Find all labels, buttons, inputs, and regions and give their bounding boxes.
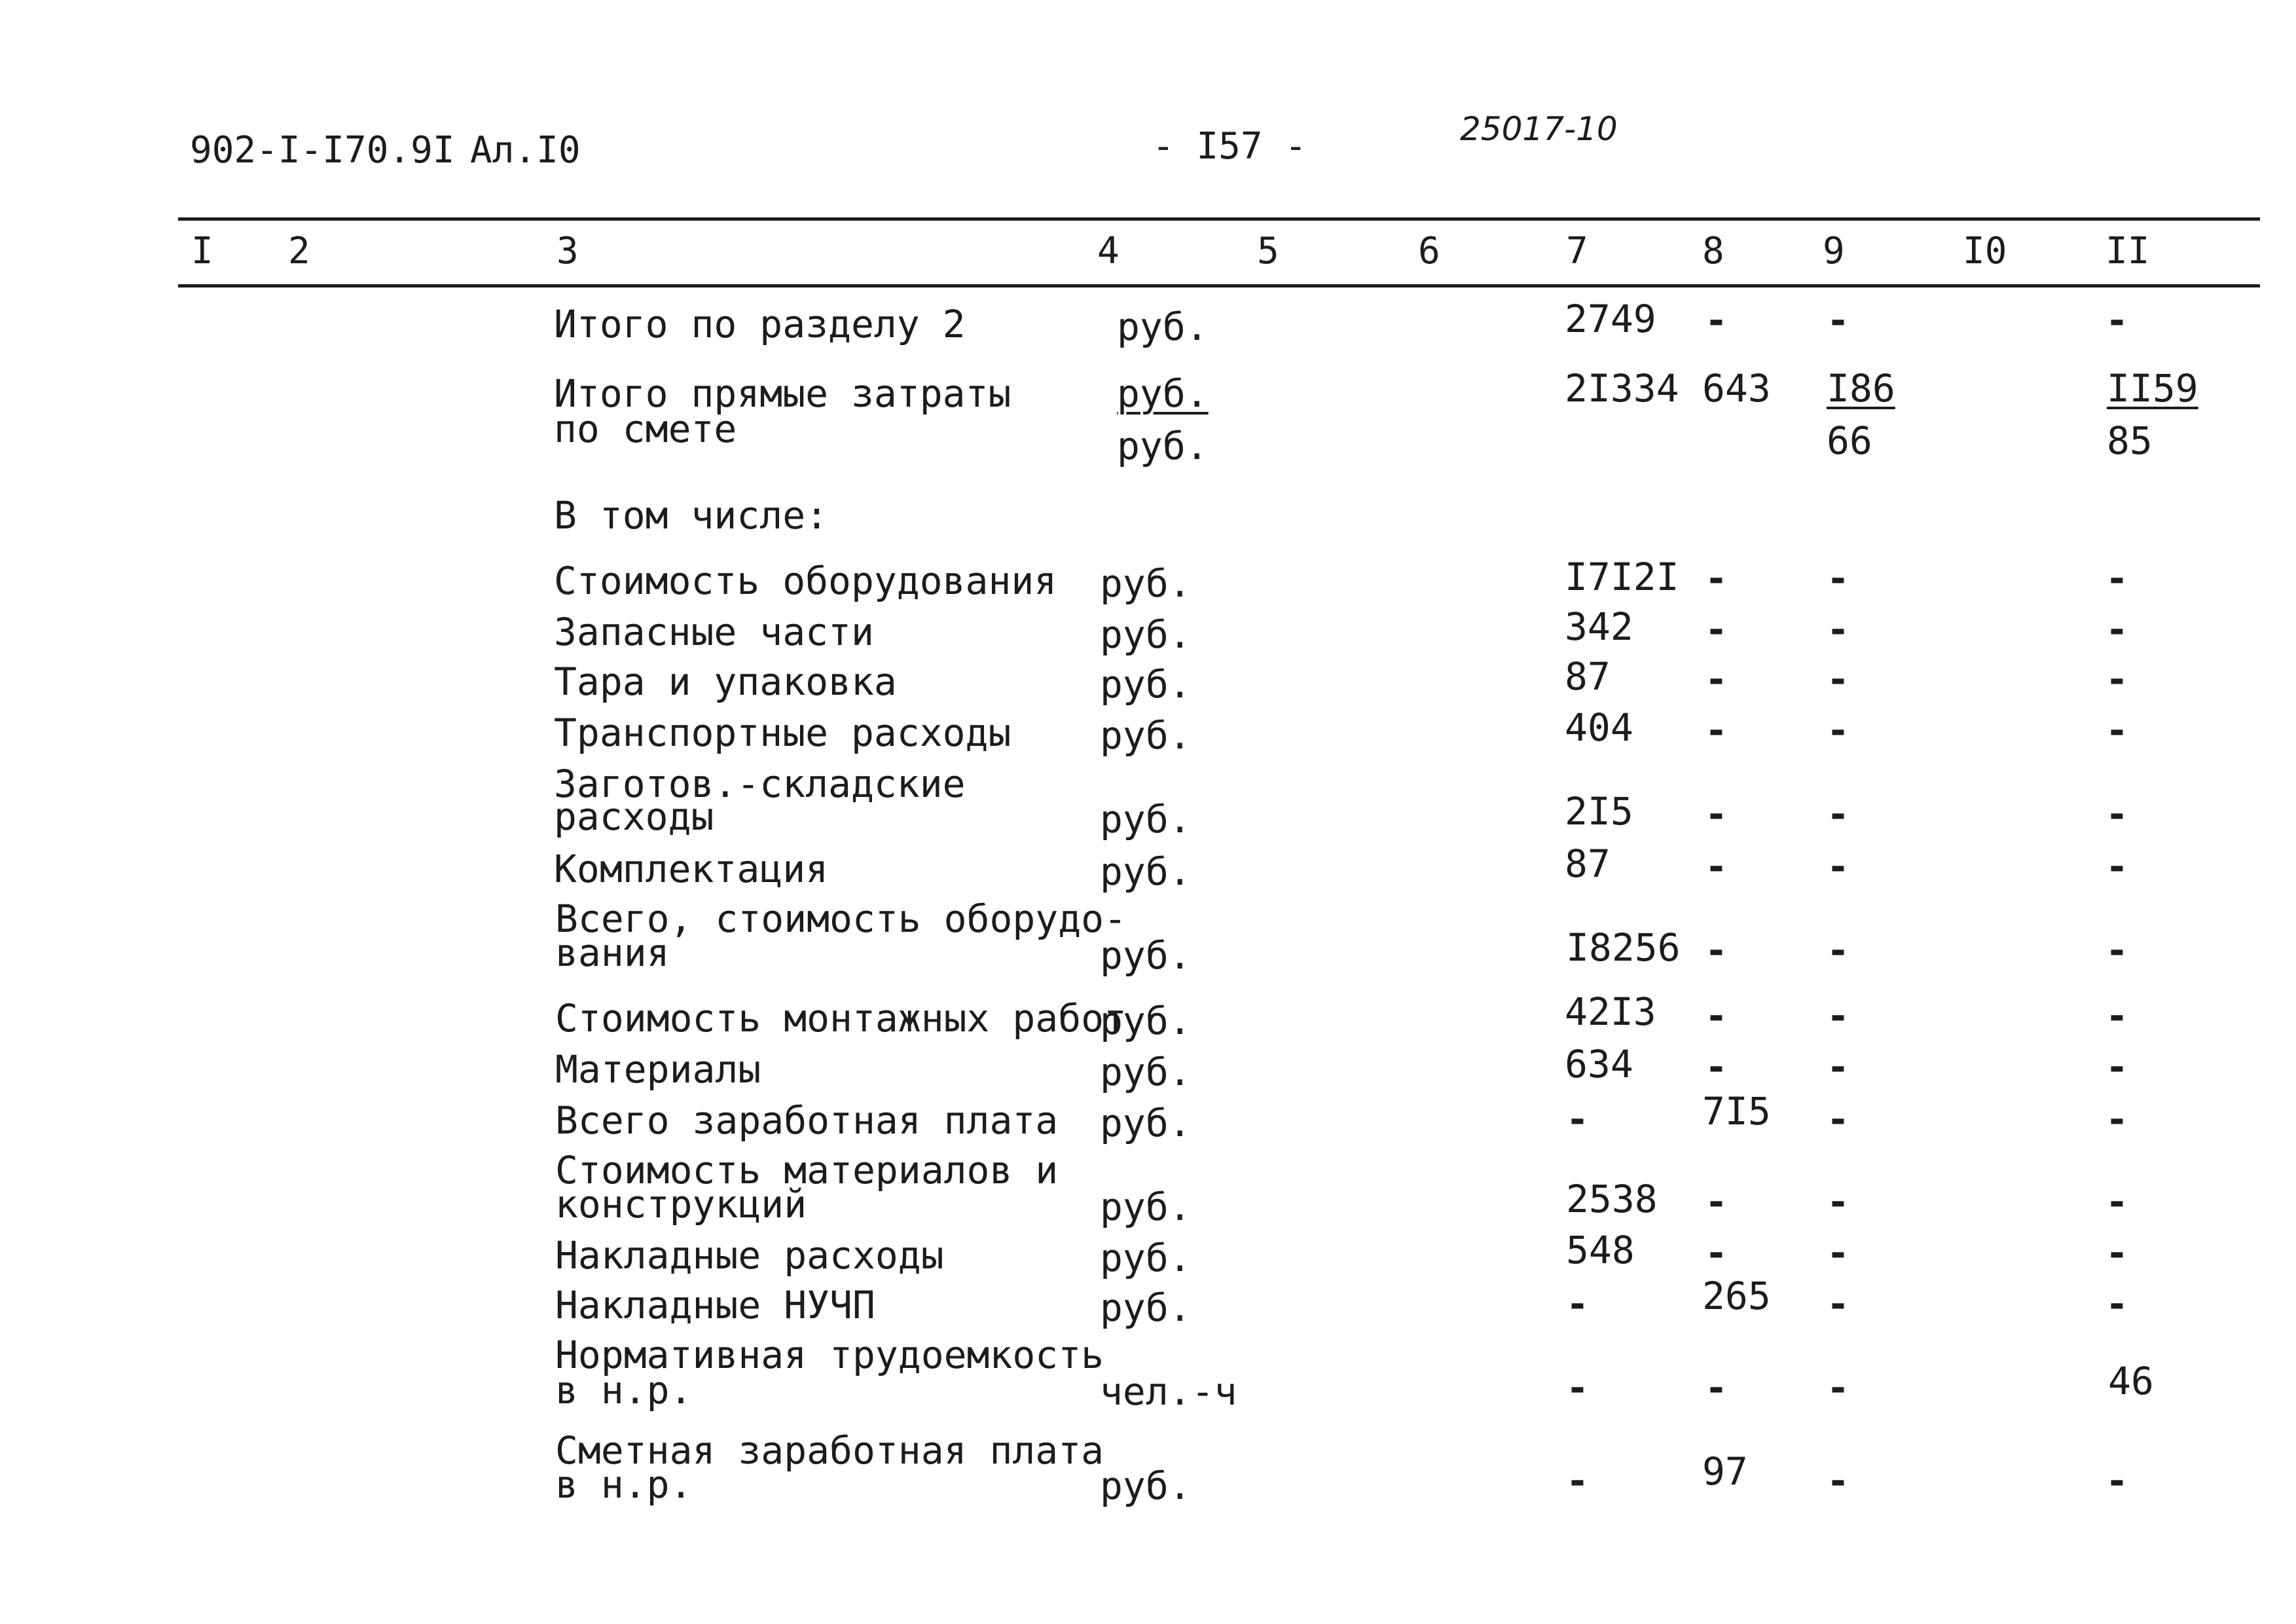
row-unit: руб. bbox=[1100, 1236, 1192, 1280]
row-unit: руб. bbox=[1100, 662, 1192, 707]
row-unit: руб. bbox=[1100, 1101, 1192, 1145]
column-header-5: 5 bbox=[1257, 230, 1279, 272]
row-value-col11: - bbox=[2105, 792, 2128, 836]
row-label: Комплектация bbox=[554, 847, 829, 891]
row-unit: руб. bbox=[1100, 1050, 1192, 1094]
row-label: Нормативная трудоемкость bbox=[555, 1333, 1104, 1377]
row-unit: руб. bbox=[1100, 713, 1192, 758]
row-value-col9: - bbox=[1827, 1044, 1850, 1089]
row-value-col9: - bbox=[1827, 844, 1850, 889]
column-header-1: I bbox=[191, 230, 213, 272]
row-value-col8: - bbox=[1705, 792, 1728, 836]
row-value-col11: - bbox=[2105, 1097, 2128, 1141]
row-value-col9: - bbox=[1827, 928, 1850, 972]
header-top-rule bbox=[178, 217, 2260, 221]
row-label-line2: по смете bbox=[554, 407, 737, 451]
row-value-col9: I86 bbox=[1827, 366, 1895, 411]
column-header-10: I0 bbox=[1963, 230, 2007, 272]
row-value-col9: - bbox=[1827, 1179, 1850, 1224]
row-value-col11: - bbox=[2105, 928, 2128, 972]
column-header-8: 8 bbox=[1702, 230, 1724, 272]
row-unit: руб. bbox=[1100, 1464, 1192, 1508]
row-unit: руб. bbox=[1117, 304, 1209, 349]
row-label: Сметная заработная плата bbox=[555, 1428, 1104, 1473]
column-header-9: 9 bbox=[1823, 230, 1845, 272]
section-subheading: В том числе: bbox=[554, 493, 829, 538]
column-header-2: 2 bbox=[288, 230, 310, 272]
row-value-col7: 2538 bbox=[1566, 1177, 1658, 1221]
row-unit: чел.-ч bbox=[1100, 1369, 1237, 1414]
row-value-col11: - bbox=[2105, 607, 2128, 652]
row-value-col7: 404 bbox=[1565, 705, 1633, 750]
row-unit: руб. bbox=[1100, 1285, 1192, 1330]
row-label: Итого прямые затраты bbox=[554, 371, 1011, 416]
row-label: Запасные части bbox=[554, 610, 874, 654]
row-value-col7: I7I2I bbox=[1565, 555, 1679, 599]
row-value-col9: - bbox=[1827, 607, 1850, 652]
row-value-col7: 87 bbox=[1565, 654, 1611, 699]
row-value-col8: - bbox=[1705, 993, 1728, 1038]
row-value-col11: - bbox=[2105, 708, 2128, 752]
column-header-3: 3 bbox=[556, 230, 579, 272]
row-value-col8: 7I5 bbox=[1702, 1089, 1771, 1134]
row-value-col7: I8256 bbox=[1566, 925, 1681, 970]
row-value-col7: 342 bbox=[1565, 604, 1633, 649]
row-label: Стоимость монтажных работ bbox=[555, 996, 1127, 1041]
row-label: Всего заработная плата bbox=[555, 1098, 1059, 1143]
row-unit: руб. bbox=[1117, 371, 1209, 416]
row-value-col11: - bbox=[2105, 993, 2128, 1038]
row-value-col8: - bbox=[1705, 1365, 1728, 1410]
row-value-col11: - bbox=[2105, 657, 2128, 701]
row-label: Накладные НУЧП bbox=[555, 1283, 875, 1327]
row-label: Итого по разделу 2 bbox=[554, 302, 966, 346]
page-number: - I57 - bbox=[1152, 125, 1307, 168]
row-value-col9: - bbox=[1827, 1458, 1850, 1503]
row-value-col11: - bbox=[2105, 1179, 2128, 1224]
row-unit: руб. bbox=[1100, 999, 1192, 1043]
row-value-col9: - bbox=[1827, 556, 1850, 600]
row-value-col7: 2I5 bbox=[1565, 789, 1633, 834]
row-value-col8: - bbox=[1705, 607, 1728, 652]
row-label: Тара и упаковка bbox=[554, 659, 897, 704]
row-label: Транспортные расходы bbox=[554, 710, 1011, 755]
row-unit: руб. bbox=[1100, 1185, 1192, 1229]
row-value-col8: - bbox=[1705, 657, 1728, 701]
document-code: 902-I-I70.9I bbox=[190, 129, 455, 172]
row-label: Стоимость оборудования bbox=[554, 559, 1057, 603]
row-unit: руб. bbox=[1100, 561, 1192, 606]
row-unit: руб. bbox=[1100, 933, 1192, 978]
handwritten-code: 25017-10 bbox=[1460, 110, 1618, 148]
column-header-11: II bbox=[2105, 230, 2150, 272]
row-value-col11-line2: 85 bbox=[2107, 418, 2153, 463]
row-value-col8: - bbox=[1705, 708, 1728, 752]
row-unit: руб. bbox=[1100, 849, 1192, 894]
row-value-col7: - bbox=[1566, 1458, 1589, 1503]
row-value-col9: - bbox=[1827, 708, 1850, 752]
header-bottom-rule bbox=[178, 284, 2260, 287]
row-label: Стоимость материалов и bbox=[555, 1148, 1059, 1192]
row-value-col9-line2: 66 bbox=[1827, 418, 1872, 463]
row-label-line2: в н.р. bbox=[555, 1462, 693, 1507]
row-value-col8: - bbox=[1705, 1230, 1728, 1275]
row-value-col11: - bbox=[2105, 844, 2128, 889]
row-value-col9: - bbox=[1827, 993, 1850, 1038]
row-value-col11: - bbox=[2105, 298, 2128, 342]
row-value-col11: - bbox=[2105, 1230, 2128, 1275]
row-label-line2: в н.р. bbox=[555, 1368, 693, 1412]
row-label-line2: расходы bbox=[554, 794, 714, 839]
row-value-col7: - bbox=[1566, 1097, 1589, 1141]
row-value-col9: - bbox=[1827, 792, 1850, 836]
row-value-col11: - bbox=[2105, 1458, 2128, 1503]
row-value-col9: - bbox=[1827, 1365, 1850, 1410]
row-value-col9: - bbox=[1827, 1230, 1850, 1275]
row-value-col11: - bbox=[2105, 556, 2128, 600]
row-value-col8: 265 bbox=[1702, 1274, 1771, 1318]
row-value-col7: 548 bbox=[1566, 1228, 1635, 1272]
row-value-col11: - bbox=[2105, 1044, 2128, 1089]
row-label: Всего, стоимость оборудо- bbox=[555, 896, 1127, 941]
row-label: Материалы bbox=[555, 1047, 761, 1092]
row-unit: руб. bbox=[1100, 797, 1192, 841]
row-unit-line2: руб. bbox=[1117, 424, 1209, 468]
row-unit: руб. bbox=[1100, 612, 1192, 657]
row-value-col8: - bbox=[1705, 844, 1728, 889]
row-value-col7: 2749 bbox=[1565, 297, 1656, 341]
row-value-col9: - bbox=[1827, 298, 1850, 342]
row-value-col11: 46 bbox=[2108, 1359, 2154, 1403]
row-value-col9: - bbox=[1827, 657, 1850, 701]
row-value-col7: 87 bbox=[1565, 841, 1611, 886]
row-value-col8: - bbox=[1705, 1179, 1728, 1224]
row-value-col8: 97 bbox=[1702, 1449, 1748, 1494]
row-value-col7: - bbox=[1566, 1282, 1589, 1326]
row-value-col8: - bbox=[1705, 556, 1728, 600]
row-value-col9: - bbox=[1827, 1282, 1850, 1326]
row-value-col8: - bbox=[1705, 298, 1728, 342]
row-value-col11: II59 bbox=[2107, 366, 2198, 411]
row-value-col8: 643 bbox=[1702, 366, 1771, 411]
row-value-col8: - bbox=[1705, 1044, 1728, 1089]
sheet-label: Ал.I0 bbox=[470, 129, 581, 172]
row-value-col7: 634 bbox=[1565, 1042, 1633, 1086]
column-header-4: 4 bbox=[1097, 230, 1120, 272]
row-value-col7: 2I334 bbox=[1565, 366, 1679, 411]
column-header-7: 7 bbox=[1566, 230, 1588, 272]
row-value-col9: - bbox=[1827, 1097, 1850, 1141]
column-header-6: 6 bbox=[1418, 230, 1440, 272]
row-label: Накладные расходы bbox=[555, 1233, 944, 1278]
row-value-col8: - bbox=[1705, 928, 1728, 972]
row-value-col7: - bbox=[1566, 1365, 1589, 1410]
row-label: Заготов.-складские bbox=[554, 762, 966, 806]
row-value-col11: - bbox=[2105, 1282, 2128, 1326]
row-label-line2: вания bbox=[555, 931, 670, 975]
row-value-col7: 42I3 bbox=[1565, 989, 1656, 1034]
row-label-line2: конструкций bbox=[555, 1182, 807, 1227]
